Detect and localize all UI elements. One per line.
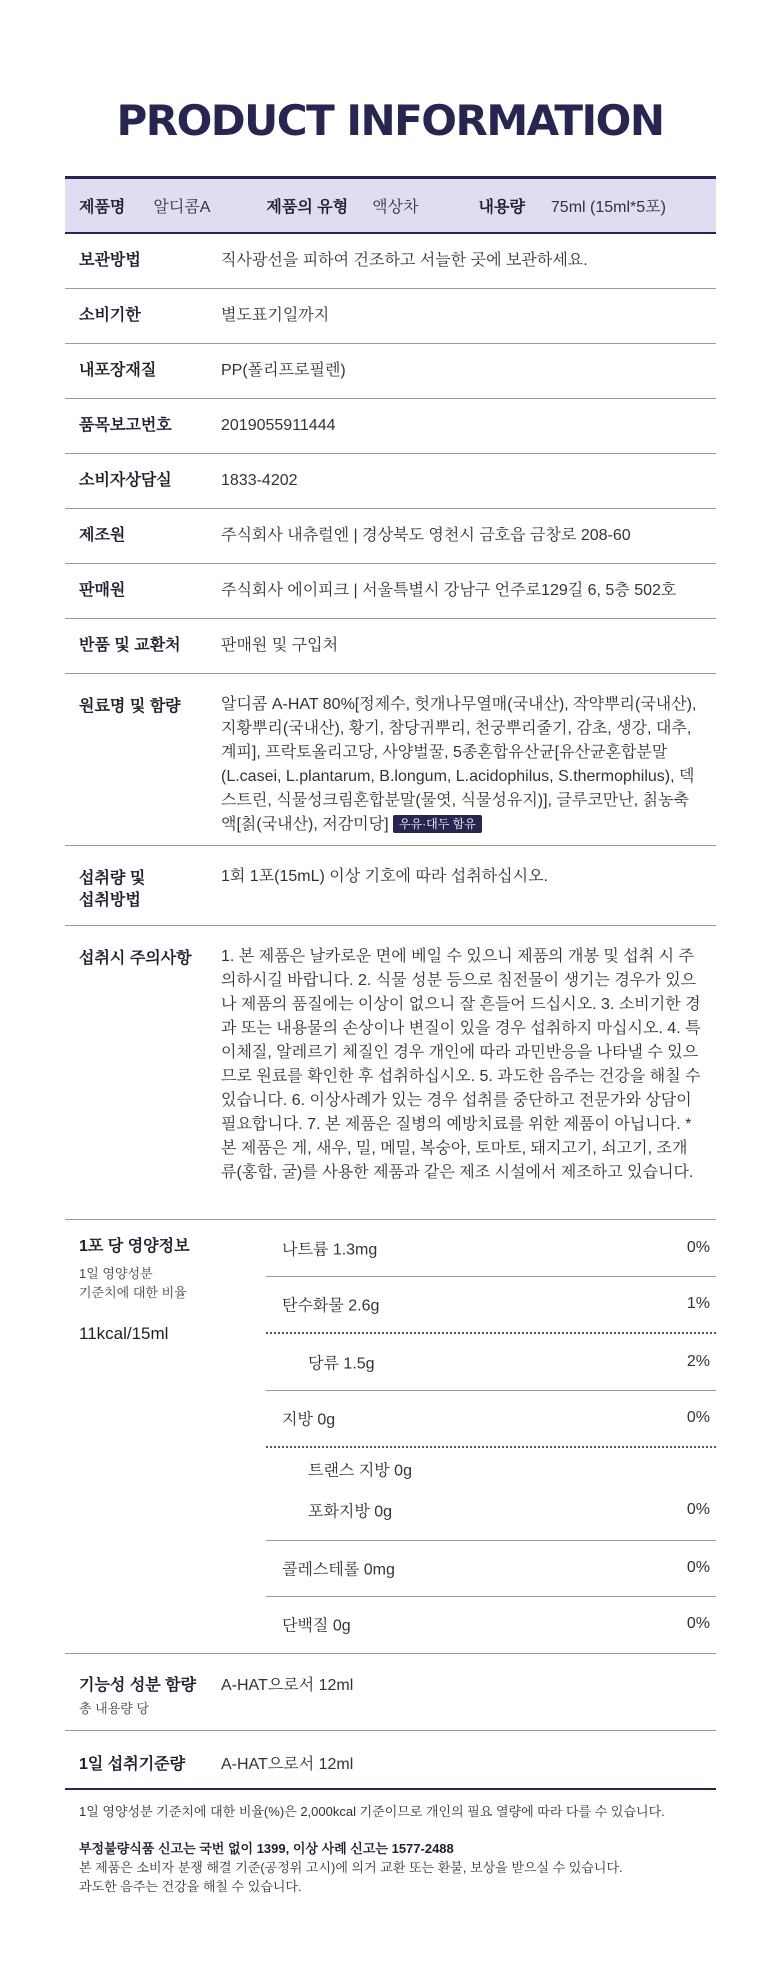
nutrient-name: 지방 0g	[282, 1411, 336, 1429]
nutrition-subtitle	[79, 1264, 190, 1302]
nutrient-name: 콜레스테롤 0mg	[282, 1561, 395, 1579]
row-value: 1. 본 제품은 날카로운 면에 베일 수 있으니 제품의 개봉 및 섭취 시 주의하시길 바랍니다. 2. 식물 성분 등으로 침전물이 생기는 경우가 있으나 제품의 품질에는 이상이 없으니 잘 흔들어 드십시오. 3. 소비기한 경과 또는 내용물의 손상이나 변질이 있을 경우 섭취하지 마십시오. 4. 특이체질, 알레르기 체질인 경우 개인에 따라 과민반응을 나타낼 수 있으므로 원료를 확인한 후 섭취하십시오. 5. 과도한 음주는 건강을 해칠 수 있습니다. 6. 이상사례가 있는 경우 섭취를 중단하고 전문가와 상담이 필요합니다. 7. 본 제품은 질병의 예방치료를 위한 제품이 아닙니다. * 본 제품은 게, 새우, 밀, 메밀, 복숭아, 토마토, 돼지고기, 쇠고기, 조개류(홍합, 굴)를 사용한 제품과 같은 제조 시설에서 제조하고 있습니다.	[221, 948, 701, 1181]
product-name-label: 제품명	[79, 199, 126, 216]
info-row-packaging	[65, 344, 716, 399]
nutrition-title: 1포 당 영양정보	[79, 1238, 190, 1255]
row-value: 직사광선을 피하여 건조하고 서늘한 곳에 보관하세요.	[221, 252, 588, 269]
nutrient-name: 단백질 0g	[282, 1617, 351, 1635]
functional-sub: 총 내용량 당	[79, 1701, 150, 1716]
nutrient-row	[266, 1390, 716, 1446]
row-label: 품목보고번호	[79, 417, 172, 434]
nutrient-row	[266, 1596, 716, 1652]
row-value: PP(폴리프로필렌)	[221, 362, 346, 379]
row-value: 1833-4202	[221, 472, 298, 489]
product-name-value: 알디콤A	[153, 199, 211, 216]
functional-label: 기능성 성분 함량	[79, 1677, 197, 1694]
product-summary-bar	[65, 176, 716, 234]
nutrition-summary	[79, 1233, 190, 1344]
footer-report-text: 부정불량식품 신고는 국번 없이 1399, 이상 사례 신고는 1577-2488	[79, 1841, 454, 1856]
daily-intake-value: A-HAT으로서 12ml	[221, 1756, 354, 1773]
row-value: 주식회사 내츄럴엔 | 경상북도 영천시 금호읍 금창로 208-60	[221, 527, 631, 544]
nutrient-row	[266, 1220, 716, 1276]
row-value: 1회 1포(15mL) 이상 기호에 따라 섭취하십시오.	[221, 868, 548, 885]
nutrient-percent: 0%	[686, 1615, 710, 1632]
volume-label: 내용량	[478, 199, 525, 216]
nutrient-row	[266, 1334, 716, 1390]
row-label: 제조원	[79, 527, 126, 544]
nutrient-percent: 0%	[686, 1409, 710, 1426]
ingredients-text: 알디콤 A-HAT 80%[정제수, 헛개나무열매(국내산), 작약뿌리(국내산), 지황뿌리(국내산), 황기, 참당귀뿌리, 천궁뿌리줄기, 감초, 생강, 대추, 계피], 프락토올리고당, 사양벌꿀, 5종혼합유산균[유산균혼합분말(L.casei, L.plantarum, B.longum, L.acidophilus, S.thermophilus), 덱스트린, 식물성크림혼합분말(물엿, 식물성유지)], 글루코만난, 칡농축액[칡(국내산), 저감미당]	[221, 696, 697, 833]
intake-label-line2: 섭취방법	[79, 892, 141, 909]
nutrient-row	[266, 1486, 716, 1534]
footer-report	[79, 1839, 719, 1858]
volume-value: 75ml (15ml*5포)	[550, 199, 666, 216]
info-row-seller	[65, 564, 716, 619]
functional-value: A-HAT으로서 12ml	[221, 1677, 354, 1694]
section-divider-bold	[65, 1788, 716, 1790]
footer-note: 1일 영양성분 기준치에 대한 비율(%)은 2,000kcal 기준이므로 개인의 필요 열량에 따라 다를 수 있습니다.	[79, 1804, 665, 1819]
product-type-value: 액상차	[372, 199, 419, 216]
allergy-badge: 우유·대두 함유	[393, 815, 482, 833]
info-row-expiry	[65, 289, 716, 344]
nutrient-row	[266, 1540, 716, 1596]
row-label	[79, 868, 145, 912]
nutrient-percent: 0%	[686, 1239, 710, 1256]
intake-label-line1: 섭취량 및	[79, 870, 146, 887]
section-divider	[65, 1653, 716, 1654]
section-divider	[65, 1730, 716, 1731]
footer-line2: 본 제품은 소비자 분쟁 해결 기준(공정위 고시)에 의거 교환 또는 환불, 보상을 받으실 수 있습니다.	[79, 1860, 623, 1875]
nutrient-percent: 2%	[686, 1353, 710, 1370]
row-value: 별도표기일까지	[221, 307, 330, 324]
nutrition-kcal: 11kcal/15ml	[79, 1324, 169, 1343]
nutrient-name: 나트륨 1.3mg	[282, 1241, 378, 1259]
row-label: 소비기한	[79, 307, 141, 324]
info-row-report-number	[65, 399, 716, 454]
row-label: 섭취시 주의사항	[79, 950, 192, 967]
daily-intake-label: 1일 섭취기준량	[79, 1756, 186, 1773]
nutrient-percent: 0%	[686, 1559, 710, 1576]
info-row-manufacturer	[65, 509, 716, 564]
nutrient-row	[266, 1276, 716, 1332]
nutrition-sub-line2: 기준치에 대한 비율	[79, 1285, 187, 1300]
row-value: 주식회사 에이피크 | 서울특별시 강남구 언주로129길 6, 5층 502호	[221, 582, 677, 599]
row-value: 2019055911444	[221, 417, 336, 434]
nutrient-name: 포화지방 0g	[308, 1503, 393, 1521]
nutrient-name: 탄수화물 2.6g	[282, 1297, 380, 1315]
row-value: 판매원 및 구입처	[221, 637, 339, 654]
footer-line3: 과도한 음주는 건강을 해칠 수 있습니다.	[79, 1879, 302, 1894]
row-label: 원료명 및 함량	[79, 698, 181, 715]
info-row-returns	[65, 619, 716, 674]
info-row-consumer-center	[65, 454, 716, 509]
row-label: 내포장재질	[79, 362, 157, 379]
nutrient-percent: 1%	[686, 1295, 710, 1312]
nutrient-row	[266, 1448, 716, 1490]
nutrient-name: 당류 1.5g	[308, 1355, 375, 1373]
row-label: 반품 및 교환처	[79, 637, 181, 654]
nutrition-sub-line1: 1일 영양성분	[79, 1266, 153, 1281]
row-label: 판매원	[79, 582, 126, 599]
product-type-label: 제품의 유형	[266, 199, 349, 216]
nutrient-name: 트랜스 지방 0g	[308, 1462, 412, 1480]
row-label: 보관방법	[79, 252, 141, 269]
info-row-ingredients	[65, 674, 716, 846]
page-title: PRODUCT INFORMATION	[116, 96, 664, 145]
info-row-caution	[65, 926, 716, 1220]
row-label: 소비자상담실	[79, 472, 172, 489]
row-value	[221, 693, 701, 837]
nutrient-percent: 0%	[686, 1501, 710, 1518]
info-row-intake	[65, 846, 716, 926]
info-row-storage	[65, 234, 716, 289]
